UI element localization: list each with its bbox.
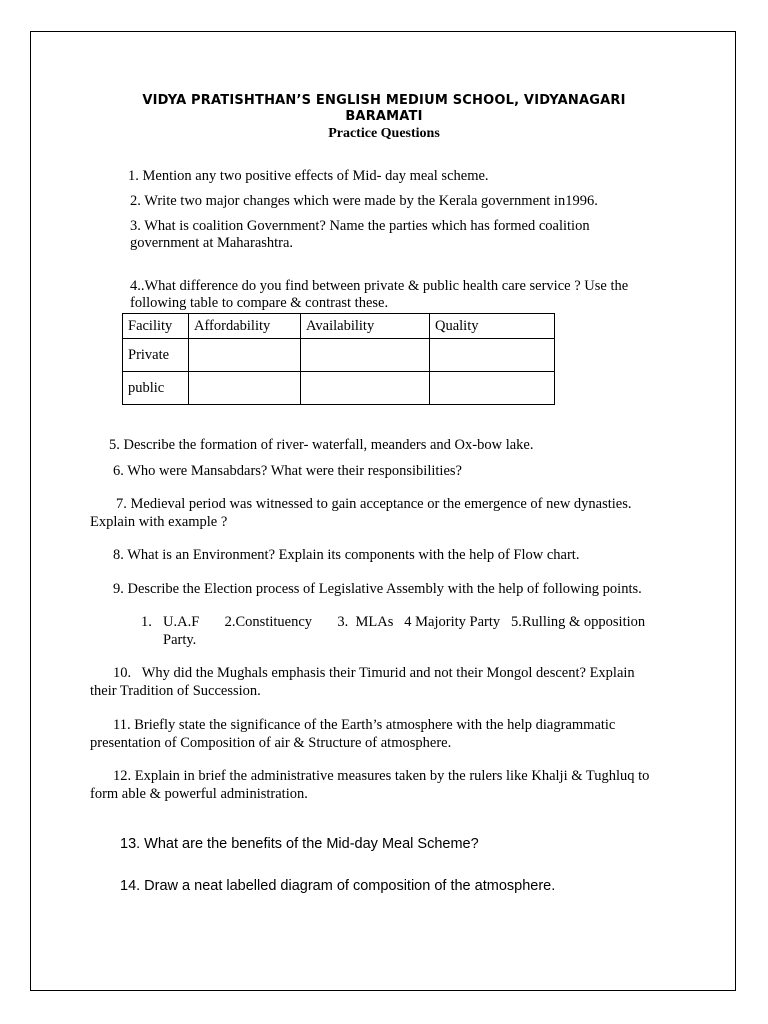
question-12-line2: form able & powerful administration. [90, 786, 308, 802]
question-7-line2: Explain with example ? [90, 514, 228, 530]
question-4-line2: following table to compare & contrast these. [130, 295, 389, 311]
school-name-line2: BARAMATI [345, 109, 423, 124]
table-header-cell: Availability [301, 314, 430, 339]
table-header-cell: Affordability [189, 314, 301, 339]
page-subtitle: Practice Questions [328, 126, 440, 141]
table-header-cell: Quality [430, 314, 555, 339]
question-11-line2: presentation of Composition of air & Structure of atmosphere. [90, 735, 452, 751]
question-3-line1: 3. What is coalition Government? Name the parties which has formed coalition [130, 218, 590, 234]
school-name-line1: VIDYA PRATISHTHAN’S ENGLISH MEDIUM SCHOOL, VIDYANAGARI [142, 93, 626, 108]
question-12-line1: 12. Explain in brief the administrative measures taken by the rulers like Khalji & Tughluq to [113, 768, 650, 784]
question-4-line1: 4..What difference do you find between private & public health care service ? Use the [130, 278, 629, 294]
question-13: 13. What are the benefits of the Mid-day Meal Scheme? [120, 836, 479, 852]
question-5: 5. Describe the formation of river- waterfall, meanders and Ox-bow lake. [109, 437, 534, 453]
question-6: 6. Who were Mansabdars? What were their responsibilities? [113, 463, 462, 479]
table-cell [189, 339, 301, 372]
question-10-line2: their Tradition of Succession. [90, 683, 261, 699]
question-7-line1: 7. Medieval period was witnessed to gain acceptance or the emergence of new dynasties. [116, 496, 632, 512]
question-9-points-line2: Party. [163, 632, 197, 648]
table-cell [189, 372, 301, 405]
table-cell [301, 339, 430, 372]
question-14: 14. Draw a neat labelled diagram of composition of the atmosphere. [120, 878, 556, 894]
question-3-line2: government at Maharashtra. [130, 235, 294, 251]
table-cell [301, 372, 430, 405]
comparison-table [122, 313, 555, 405]
table-cell: Private [123, 339, 189, 372]
question-8: 8. What is an Environment? Explain its components with the help of Flow chart. [113, 547, 580, 563]
school-name [90, 93, 678, 125]
table-row [123, 339, 555, 372]
table-cell: public [123, 372, 189, 405]
table-cell [430, 339, 555, 372]
table-header-cell: Facility [123, 314, 189, 339]
question-1: 1. Mention any two positive effects of Mid- day meal scheme. [128, 168, 489, 184]
table-row [123, 372, 555, 405]
question-9: 9. Describe the Election process of Legislative Assembly with the help of following points. [113, 581, 642, 597]
question-9-points-line1: U.A.F 2.Constituency 3. MLAs 4 Majority Party 5.Rulling & opposition [163, 614, 646, 630]
table-cell [430, 372, 555, 405]
question-9-list-number: 1. [141, 614, 152, 630]
question-10-line1: 10. Why did the Mughals emphasis their Timurid and not their Mongol descent? Explain [113, 665, 635, 681]
question-11-line1: 11. Briefly state the significance of the Earth’s atmosphere with the help diagrammatic [113, 717, 616, 733]
question-2: 2. Write two major changes which were made by the Kerala government in1996. [130, 193, 598, 209]
table-header-row [123, 314, 555, 339]
